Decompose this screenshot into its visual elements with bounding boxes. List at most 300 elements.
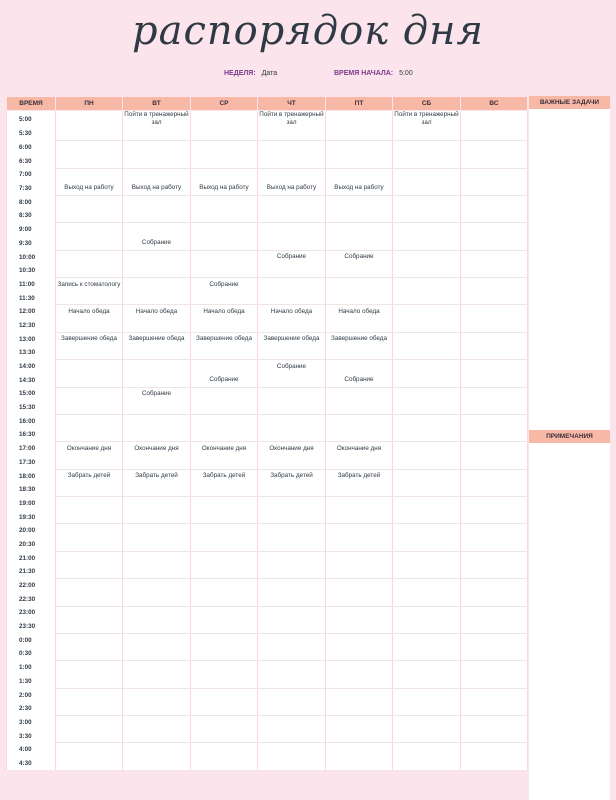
cell-sun[interactable] (461, 264, 528, 278)
cell-wed[interactable] (191, 633, 258, 647)
cell-mon[interactable] (56, 111, 123, 128)
cell-fri[interactable] (326, 647, 393, 661)
cell-thu[interactable] (258, 111, 326, 128)
cell-mon[interactable] (56, 401, 123, 415)
cell-mon[interactable] (56, 168, 123, 182)
cell-wed[interactable] (191, 579, 258, 593)
cell-sun[interactable] (461, 223, 528, 237)
cell-tue[interactable] (123, 579, 191, 593)
cell-sat[interactable] (393, 264, 461, 278)
cell-thu[interactable] (258, 661, 326, 675)
cell-mon[interactable] (56, 319, 123, 333)
cell-thu[interactable] (258, 305, 326, 319)
cell-mon[interactable] (56, 743, 123, 757)
cell-fri[interactable] (326, 524, 393, 538)
cell-sun[interactable] (461, 538, 528, 552)
cell-sat[interactable] (393, 579, 461, 593)
cell-sat[interactable] (393, 332, 461, 346)
cell-fri[interactable] (326, 223, 393, 237)
cell-sun[interactable] (461, 716, 528, 730)
cell-sun[interactable] (461, 442, 528, 456)
cell-sat[interactable] (393, 716, 461, 730)
cell-sat[interactable] (393, 195, 461, 209)
cell-thu[interactable] (258, 606, 326, 620)
cell-sat[interactable] (393, 401, 461, 415)
cell-mon[interactable] (56, 195, 123, 209)
cell-wed[interactable] (191, 442, 258, 456)
cell-sun[interactable] (461, 111, 528, 128)
cell-wed[interactable] (191, 250, 258, 264)
cell-mon[interactable] (56, 414, 123, 428)
cell-sat[interactable] (393, 182, 461, 196)
cell-sat[interactable] (393, 237, 461, 251)
cell-fri[interactable] (326, 565, 393, 579)
cell-sat[interactable] (393, 510, 461, 524)
cell-mon[interactable] (56, 620, 123, 634)
cell-tue[interactable] (123, 538, 191, 552)
cell-sun[interactable] (461, 688, 528, 702)
cell-sun[interactable] (461, 675, 528, 689)
cell-tue[interactable] (123, 565, 191, 579)
cell-fri[interactable] (326, 702, 393, 716)
cell-wed[interactable] (191, 291, 258, 305)
cell-wed[interactable] (191, 387, 258, 401)
cell-fri[interactable] (326, 551, 393, 565)
cell-mon[interactable] (56, 305, 123, 319)
cell-mon[interactable] (56, 688, 123, 702)
cell-wed[interactable] (191, 127, 258, 141)
cell-tue[interactable] (123, 346, 191, 360)
cell-mon[interactable] (56, 428, 123, 442)
cell-thu[interactable] (258, 524, 326, 538)
cell-sat[interactable] (393, 209, 461, 223)
cell-fri[interactable] (326, 606, 393, 620)
cell-tue[interactable] (123, 291, 191, 305)
cell-fri[interactable] (326, 373, 393, 387)
cell-fri[interactable] (326, 592, 393, 606)
cell-sat[interactable] (393, 661, 461, 675)
cell-tue[interactable] (123, 195, 191, 209)
cell-sat[interactable] (393, 675, 461, 689)
cell-thu[interactable] (258, 182, 326, 196)
cell-sat[interactable] (393, 428, 461, 442)
cell-tue[interactable] (123, 278, 191, 292)
cell-sat[interactable] (393, 111, 461, 128)
cell-mon[interactable] (56, 127, 123, 141)
cell-mon[interactable] (56, 524, 123, 538)
cell-wed[interactable] (191, 688, 258, 702)
cell-thu[interactable] (258, 127, 326, 141)
cell-tue[interactable] (123, 647, 191, 661)
cell-tue[interactable] (123, 168, 191, 182)
cell-tue[interactable] (123, 497, 191, 511)
cell-wed[interactable] (191, 209, 258, 223)
cell-mon[interactable] (56, 661, 123, 675)
cell-sat[interactable] (393, 551, 461, 565)
start-time-value[interactable]: 5:00 (399, 70, 413, 77)
cell-thu[interactable] (258, 702, 326, 716)
cell-thu[interactable] (258, 168, 326, 182)
cell-fri[interactable] (326, 729, 393, 743)
cell-fri[interactable] (326, 688, 393, 702)
cell-sat[interactable] (393, 346, 461, 360)
cell-thu[interactable] (258, 319, 326, 333)
cell-thu[interactable] (258, 757, 326, 771)
cell-mon[interactable] (56, 606, 123, 620)
cell-mon[interactable] (56, 387, 123, 401)
cell-tue[interactable] (123, 141, 191, 155)
cell-sat[interactable] (393, 469, 461, 483)
cell-wed[interactable] (191, 565, 258, 579)
cell-sat[interactable] (393, 497, 461, 511)
cell-thu[interactable] (258, 401, 326, 415)
cell-sun[interactable] (461, 729, 528, 743)
cell-sun[interactable] (461, 579, 528, 593)
cell-tue[interactable] (123, 606, 191, 620)
cell-mon[interactable] (56, 346, 123, 360)
cell-tue[interactable] (123, 332, 191, 346)
cell-wed[interactable] (191, 264, 258, 278)
start-time-field[interactable] (334, 70, 413, 77)
cell-wed[interactable] (191, 237, 258, 251)
cell-thu[interactable] (258, 428, 326, 442)
cell-sun[interactable] (461, 291, 528, 305)
cell-wed[interactable] (191, 182, 258, 196)
cell-sat[interactable] (393, 592, 461, 606)
cell-wed[interactable] (191, 592, 258, 606)
cell-mon[interactable] (56, 291, 123, 305)
cell-wed[interactable] (191, 702, 258, 716)
cell-sat[interactable] (393, 141, 461, 155)
cell-sat[interactable] (393, 127, 461, 141)
cell-sun[interactable] (461, 551, 528, 565)
cell-tue[interactable] (123, 620, 191, 634)
cell-tue[interactable] (123, 442, 191, 456)
cell-wed[interactable] (191, 757, 258, 771)
cell-sat[interactable] (393, 456, 461, 470)
cell-thu[interactable] (258, 688, 326, 702)
cell-fri[interactable] (326, 579, 393, 593)
cell-fri[interactable] (326, 675, 393, 689)
cell-mon[interactable] (56, 633, 123, 647)
cell-thu[interactable] (258, 414, 326, 428)
cell-sun[interactable] (461, 346, 528, 360)
cell-wed[interactable] (191, 469, 258, 483)
cell-fri[interactable] (326, 538, 393, 552)
cell-sun[interactable] (461, 647, 528, 661)
cell-fri[interactable] (326, 716, 393, 730)
cell-fri[interactable] (326, 141, 393, 155)
cell-mon[interactable] (56, 592, 123, 606)
cell-fri[interactable] (326, 332, 393, 346)
cell-fri[interactable] (326, 620, 393, 634)
cell-sat[interactable] (393, 442, 461, 456)
cell-tue[interactable] (123, 510, 191, 524)
cell-fri[interactable] (326, 127, 393, 141)
cell-wed[interactable] (191, 168, 258, 182)
cell-fri[interactable] (326, 154, 393, 168)
cell-wed[interactable] (191, 401, 258, 415)
cell-tue[interactable] (123, 387, 191, 401)
cell-tue[interactable] (123, 661, 191, 675)
cell-wed[interactable] (191, 729, 258, 743)
cell-tue[interactable] (123, 633, 191, 647)
cell-tue[interactable] (123, 675, 191, 689)
cell-wed[interactable] (191, 675, 258, 689)
cell-sat[interactable] (393, 606, 461, 620)
cell-sun[interactable] (461, 592, 528, 606)
cell-tue[interactable] (123, 223, 191, 237)
cell-mon[interactable] (56, 250, 123, 264)
cell-fri[interactable] (326, 497, 393, 511)
cell-wed[interactable] (191, 332, 258, 346)
cell-wed[interactable] (191, 456, 258, 470)
cell-mon[interactable] (56, 237, 123, 251)
cell-sun[interactable] (461, 195, 528, 209)
cell-thu[interactable] (258, 469, 326, 483)
cell-sun[interactable] (461, 620, 528, 634)
cell-thu[interactable] (258, 291, 326, 305)
cell-tue[interactable] (123, 702, 191, 716)
cell-sun[interactable] (461, 127, 528, 141)
cell-mon[interactable] (56, 565, 123, 579)
cell-wed[interactable] (191, 414, 258, 428)
cell-thu[interactable] (258, 264, 326, 278)
cell-fri[interactable] (326, 291, 393, 305)
cell-fri[interactable] (326, 209, 393, 223)
cell-thu[interactable] (258, 579, 326, 593)
cell-sat[interactable] (393, 250, 461, 264)
cell-wed[interactable] (191, 305, 258, 319)
cell-mon[interactable] (56, 647, 123, 661)
cell-thu[interactable] (258, 538, 326, 552)
cell-thu[interactable] (258, 633, 326, 647)
cell-mon[interactable] (56, 182, 123, 196)
cell-fri[interactable] (326, 743, 393, 757)
cell-mon[interactable] (56, 551, 123, 565)
cell-wed[interactable] (191, 141, 258, 155)
cell-sun[interactable] (461, 387, 528, 401)
cell-tue[interactable] (123, 743, 191, 757)
cell-mon[interactable] (56, 538, 123, 552)
cell-wed[interactable] (191, 661, 258, 675)
cell-tue[interactable] (123, 469, 191, 483)
cell-sun[interactable] (461, 469, 528, 483)
cell-tue[interactable] (123, 757, 191, 771)
cell-sun[interactable] (461, 319, 528, 333)
cell-sat[interactable] (393, 387, 461, 401)
cell-thu[interactable] (258, 373, 326, 387)
cell-wed[interactable] (191, 606, 258, 620)
cell-thu[interactable] (258, 360, 326, 374)
cell-tue[interactable] (123, 483, 191, 497)
cell-fri[interactable] (326, 414, 393, 428)
cell-sat[interactable] (393, 565, 461, 579)
cell-fri[interactable] (326, 456, 393, 470)
cell-thu[interactable] (258, 497, 326, 511)
cell-sat[interactable] (393, 168, 461, 182)
cell-tue[interactable] (123, 305, 191, 319)
cell-wed[interactable] (191, 195, 258, 209)
cell-sun[interactable] (461, 250, 528, 264)
cell-wed[interactable] (191, 716, 258, 730)
cell-fri[interactable] (326, 182, 393, 196)
cell-mon[interactable] (56, 579, 123, 593)
cell-fri[interactable] (326, 237, 393, 251)
cell-tue[interactable] (123, 182, 191, 196)
cell-tue[interactable] (123, 729, 191, 743)
cell-thu[interactable] (258, 332, 326, 346)
cell-sun[interactable] (461, 702, 528, 716)
cell-wed[interactable] (191, 510, 258, 524)
cell-thu[interactable] (258, 510, 326, 524)
cell-sat[interactable] (393, 743, 461, 757)
cell-tue[interactable] (123, 688, 191, 702)
cell-sun[interactable] (461, 332, 528, 346)
cell-thu[interactable] (258, 647, 326, 661)
cell-mon[interactable] (56, 757, 123, 771)
cell-sat[interactable] (393, 702, 461, 716)
cell-fri[interactable] (326, 757, 393, 771)
cell-mon[interactable] (56, 223, 123, 237)
cell-wed[interactable] (191, 620, 258, 634)
cell-wed[interactable] (191, 111, 258, 128)
notes-area[interactable] (529, 443, 610, 800)
cell-wed[interactable] (191, 154, 258, 168)
cell-mon[interactable] (56, 510, 123, 524)
cell-sun[interactable] (461, 401, 528, 415)
cell-thu[interactable] (258, 141, 326, 155)
cell-fri[interactable] (326, 250, 393, 264)
cell-wed[interactable] (191, 360, 258, 374)
cell-thu[interactable] (258, 346, 326, 360)
cell-wed[interactable] (191, 538, 258, 552)
cell-wed[interactable] (191, 346, 258, 360)
cell-thu[interactable] (258, 195, 326, 209)
cell-mon[interactable] (56, 278, 123, 292)
cell-sun[interactable] (461, 414, 528, 428)
cell-sat[interactable] (393, 305, 461, 319)
cell-sun[interactable] (461, 456, 528, 470)
cell-fri[interactable] (326, 111, 393, 128)
cell-sun[interactable] (461, 497, 528, 511)
cell-sun[interactable] (461, 661, 528, 675)
cell-sat[interactable] (393, 633, 461, 647)
cell-tue[interactable] (123, 414, 191, 428)
cell-mon[interactable] (56, 209, 123, 223)
cell-sun[interactable] (461, 305, 528, 319)
cell-sat[interactable] (393, 373, 461, 387)
cell-sat[interactable] (393, 538, 461, 552)
cell-sun[interactable] (461, 209, 528, 223)
cell-mon[interactable] (56, 141, 123, 155)
cell-sun[interactable] (461, 757, 528, 771)
cell-mon[interactable] (56, 729, 123, 743)
cell-sun[interactable] (461, 141, 528, 155)
cell-sat[interactable] (393, 154, 461, 168)
cell-thu[interactable] (258, 237, 326, 251)
cell-fri[interactable] (326, 195, 393, 209)
cell-wed[interactable] (191, 428, 258, 442)
important-tasks-area[interactable] (529, 109, 610, 430)
cell-wed[interactable] (191, 524, 258, 538)
week-field[interactable] (224, 70, 277, 77)
cell-fri[interactable] (326, 661, 393, 675)
cell-mon[interactable] (56, 442, 123, 456)
cell-sun[interactable] (461, 237, 528, 251)
cell-tue[interactable] (123, 716, 191, 730)
cell-sat[interactable] (393, 729, 461, 743)
cell-thu[interactable] (258, 743, 326, 757)
cell-sun[interactable] (461, 633, 528, 647)
cell-thu[interactable] (258, 716, 326, 730)
cell-tue[interactable] (123, 250, 191, 264)
cell-tue[interactable] (123, 401, 191, 415)
cell-fri[interactable] (326, 387, 393, 401)
cell-sat[interactable] (393, 291, 461, 305)
cell-thu[interactable] (258, 592, 326, 606)
cell-sun[interactable] (461, 565, 528, 579)
cell-sun[interactable] (461, 524, 528, 538)
cell-wed[interactable] (191, 373, 258, 387)
cell-fri[interactable] (326, 483, 393, 497)
cell-sun[interactable] (461, 182, 528, 196)
cell-sun[interactable] (461, 510, 528, 524)
cell-wed[interactable] (191, 497, 258, 511)
cell-sat[interactable] (393, 319, 461, 333)
cell-fri[interactable] (326, 428, 393, 442)
cell-tue[interactable] (123, 127, 191, 141)
cell-fri[interactable] (326, 264, 393, 278)
cell-tue[interactable] (123, 524, 191, 538)
cell-fri[interactable] (326, 633, 393, 647)
week-value[interactable]: Дата (261, 70, 278, 77)
cell-mon[interactable] (56, 373, 123, 387)
cell-sat[interactable] (393, 757, 461, 771)
cell-tue[interactable] (123, 360, 191, 374)
cell-tue[interactable] (123, 456, 191, 470)
cell-thu[interactable] (258, 209, 326, 223)
cell-thu[interactable] (258, 729, 326, 743)
cell-sat[interactable] (393, 647, 461, 661)
cell-fri[interactable] (326, 401, 393, 415)
cell-tue[interactable] (123, 551, 191, 565)
cell-tue[interactable] (123, 264, 191, 278)
cell-mon[interactable] (56, 469, 123, 483)
cell-mon[interactable] (56, 456, 123, 470)
cell-sat[interactable] (393, 278, 461, 292)
cell-mon[interactable] (56, 675, 123, 689)
cell-wed[interactable] (191, 743, 258, 757)
cell-fri[interactable] (326, 510, 393, 524)
cell-fri[interactable] (326, 168, 393, 182)
cell-fri[interactable] (326, 319, 393, 333)
cell-sun[interactable] (461, 373, 528, 387)
cell-mon[interactable] (56, 332, 123, 346)
cell-tue[interactable] (123, 592, 191, 606)
cell-sun[interactable] (461, 278, 528, 292)
cell-tue[interactable] (123, 373, 191, 387)
cell-wed[interactable] (191, 223, 258, 237)
cell-sun[interactable] (461, 154, 528, 168)
cell-sat[interactable] (393, 414, 461, 428)
cell-wed[interactable] (191, 647, 258, 661)
cell-tue[interactable] (123, 209, 191, 223)
cell-thu[interactable] (258, 442, 326, 456)
cell-thu[interactable] (258, 154, 326, 168)
cell-sat[interactable] (393, 524, 461, 538)
cell-mon[interactable] (56, 716, 123, 730)
